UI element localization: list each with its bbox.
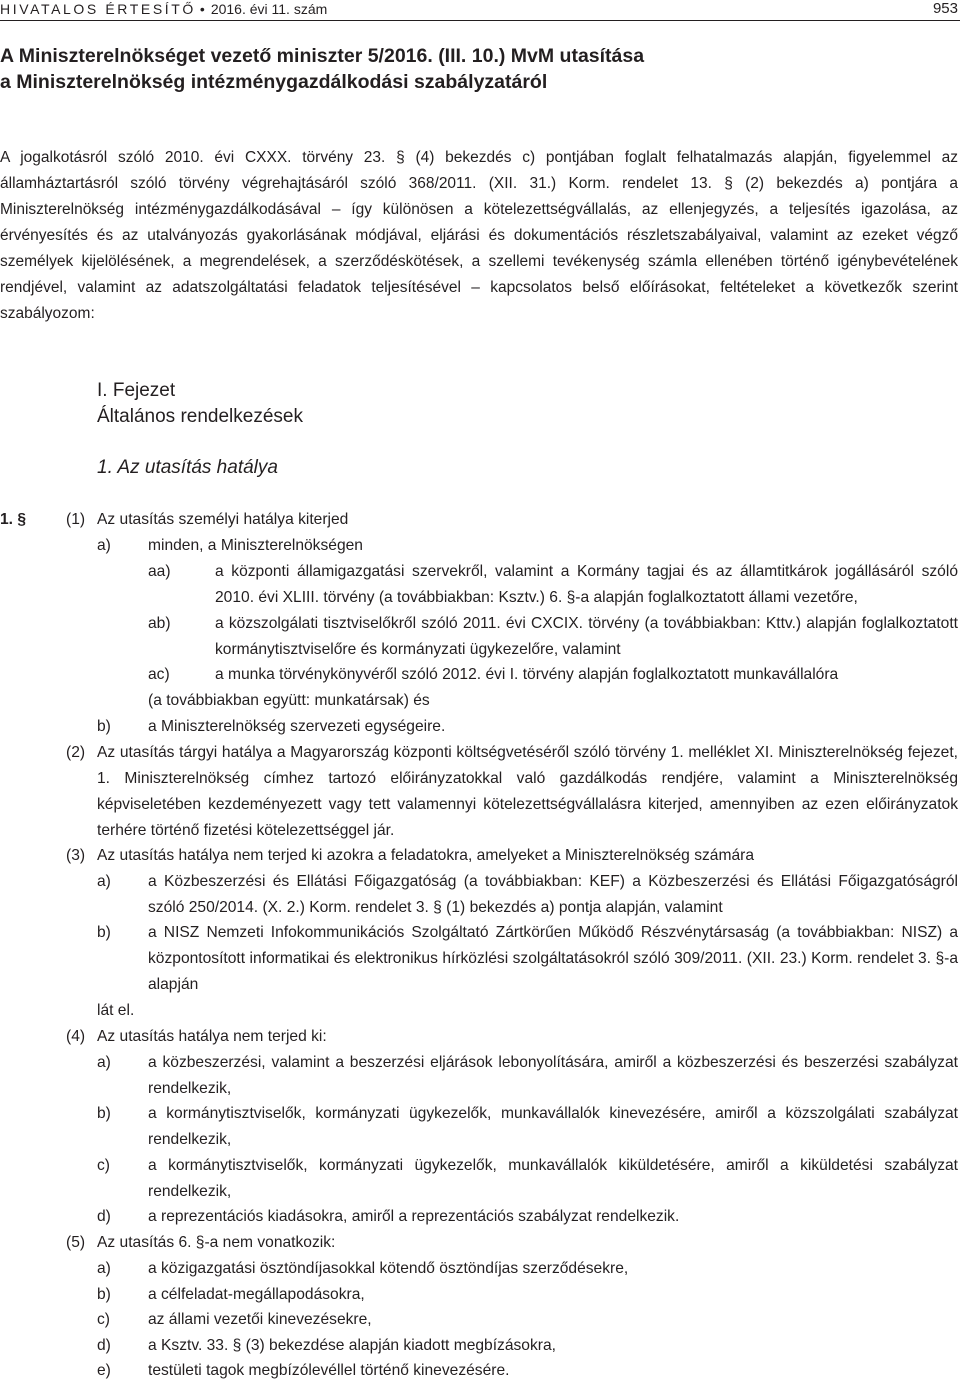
para-1-b-text: a Miniszterelnökség szervezeti egységeire. [148,718,446,735]
chapter-number: I. Fejezet [97,380,176,401]
para-1-ac-text: a munka törvénykönyvéről szóló 2012. évi I. törvény alapján foglalkoztatott munkavállalóra [215,666,839,683]
para-3-b-label: b) [97,924,111,941]
para-4-b-label: b) [97,1105,111,1122]
document-title [0,43,940,95]
para-5-c-text: az állami vezetői kinevezésekre, [148,1311,372,1328]
para-5-d-label: d) [97,1337,111,1354]
para-3-tail: lát el. [97,1002,135,1019]
para-5-b-text: a célfeladat-megállapodásokra, [148,1286,365,1303]
para-5-e-text: testületi tagok megbízólevéllel történő kinevezésére. [148,1362,510,1379]
para-5-text: Az utasítás 6. §-a nem vonatkozik: [97,1234,336,1251]
para-5-e-label: e) [97,1362,111,1379]
title-line-1: A Miniszterelnökséget vezető miniszter 5/2016. (III. 10.) MvM utasítása [0,45,645,67]
para-1-a-tail: (a továbbiakban együtt: munkatársak) és [148,692,430,709]
para-2-text: Az utasítás tárgyi hatálya a Magyarország központi költségvetéséről szóló törvény 1. melléklet XI. Miniszterelnökség fejezet, 1. Miniszterelnökség címhez tartozó előirányzatokkal való gazdálkodás rendjére, valamint a Miniszterelnökség képviseletében kezdeményezett vagy tett valamennyi kötelezettségvállalásra kiterjed, amennyiben az ezen előirányzatok terhére történő fizetési kötelezettséggel jár. [97,744,958,839]
page-number: 953 [932,0,958,17]
para-5-d-text: a Ksztv. 33. § (3) bekezdése alapján kiadott megbízásokra, [148,1337,556,1354]
subchapter-title: 1. Az utasítás hatálya [97,457,278,478]
para-1-b-label: b) [97,718,111,735]
para-4-c-label: c) [97,1157,110,1174]
para-5-label: (5) [66,1234,86,1251]
title-line-2: a Miniszterelnökség intézménygazdálkodási szabályzatáról [0,71,548,93]
para-4-c-text: a kormánytisztviselők, kormányzati ügykezelők, munkavállalók kiküldetésére, amiről a kiküldetési szabályzat rendelkezik, [148,1157,958,1200]
running-header [0,0,960,21]
header-bullet: • [199,1,205,17]
header-rule [0,20,960,21]
journal-name: HIVATALOS ÉRTESÍTŐ [0,1,196,17]
para-4-text: Az utasítás hatálya nem terjed ki: [97,1028,327,1045]
para-1-a-text: minden, a Miniszterelnökségen [148,537,363,554]
para-1-aa-text: a központi államigazgatási szervekről, valamint a Kormány tagjai és az államtitkárok jogállásáról szóló 2010. évi XLIII. törvény (a továbbiakban: Ksztv.) 6. §-a alapján foglalkoztatott állami vezetőre, [215,563,958,606]
para-3-a-text: a Közbeszerzési és Ellátási Főigazgatóság (a továbbiakban: KEF) a Közbeszerzési és Ellátási Főigazgatóságról szóló 250/2014. (X. 2.) Korm. rendelet 3. § (1) bekezdés a) pontja alapján, valamint [148,873,958,916]
para-4-a-label: a) [97,1054,111,1071]
para-4-b-text: a kormánytisztviselők, kormányzati ügykezelők, munkavállalók kinevezésére, amiről a közszolgálati szabályzat rendelkezik, [148,1105,958,1148]
para-4-d-label: d) [97,1208,111,1225]
chapter-heading [97,378,303,430]
para-1-ab-label: ab) [148,615,171,632]
para-5-a-text: a közigazgatási ösztöndíjasokkal kötendő ösztöndíjas szerződésekre, [148,1260,629,1277]
para-3-label: (3) [66,847,86,864]
para-4-label: (4) [66,1028,86,1045]
preamble: A jogalkotásról szóló 2010. évi CXXX. törvény 23. § (4) bekezdés c) pontjában foglalt felhatalmazás alapján, figyelemmel az államháztartásról szóló törvény végrehajtásáról szóló 368/2011. (XII. 31.) Korm. rendelet 13. § (2) bekezdés a) pontjára a Miniszterelnökség intézménygazdálkodásával – így különösen a kötelezettségvállalás, az ellenjegyzés, a teljesítés igazolása, az érvényesítés és az utalványozás gyakorlásának módjával, eljárási és dokumentációs részletszabályaival, valamint az ezeket végző személyek kijelölésének, a megrendelések, a szerződéskötések, a szellemi tevékenység számla ellenében történő igénybevételének rendjével, valamint az adatszolgáltatási feladatok teljesítésével – kapcsolatos belső előírásokat, feltételeket a következők szerint szabályozom: [0,149,958,322]
chapter-title: Általános rendelkezések [97,406,303,427]
section-number: 1. § [0,511,27,528]
para-4-a-text: a közbeszerzési, valamint a beszerzési eljárások lebonyolítására, amiről a közbeszerzési és beszerzési szabályzat rendelkezik, [148,1054,958,1097]
para-1-ab-text: a közszolgálati tisztviselőkről szóló 2011. évi CXCIX. törvény (a továbbiakban: Kttv.) alapján foglalkoztatott kormánytisztviselőre és kormányzati ügykezelőre, valamint [215,615,958,658]
para-1-text: Az utasítás személyi hatálya kiterjed [97,511,349,528]
para-3-a-label: a) [97,873,111,890]
issue-number: 2016. évi 11. szám [210,1,328,17]
para-3-text: Az utasítás hatálya nem terjed ki azokra a feladatokra, amelyeket a Miniszterelnökség számára [97,847,754,864]
para-1-ac-label: ac) [148,666,170,683]
para-5-c-label: c) [97,1311,110,1328]
para-5-b-label: b) [97,1286,111,1303]
para-1-label: (1) [66,511,86,528]
para-1-a-label: a) [97,537,111,554]
para-3-b-text: a NISZ Nemzeti Infokommunikációs Szolgáltató Zártkörűen Működő Részvénytársaság (a továbbiakban: NISZ) a központosított informatikai és elektronikus hírközlési szolgáltatásokról szóló 309/2011. (XII. 23.) Korm. rendelet 3. §-a alapján [148,924,958,993]
para-5-a-label: a) [97,1260,111,1277]
para-2-label: (2) [66,744,86,761]
para-1-aa-label: aa) [148,563,171,580]
para-4-d-text: a reprezentációs kiadásokra, amiről a reprezentációs szabályzat rendelkezik. [148,1208,680,1225]
